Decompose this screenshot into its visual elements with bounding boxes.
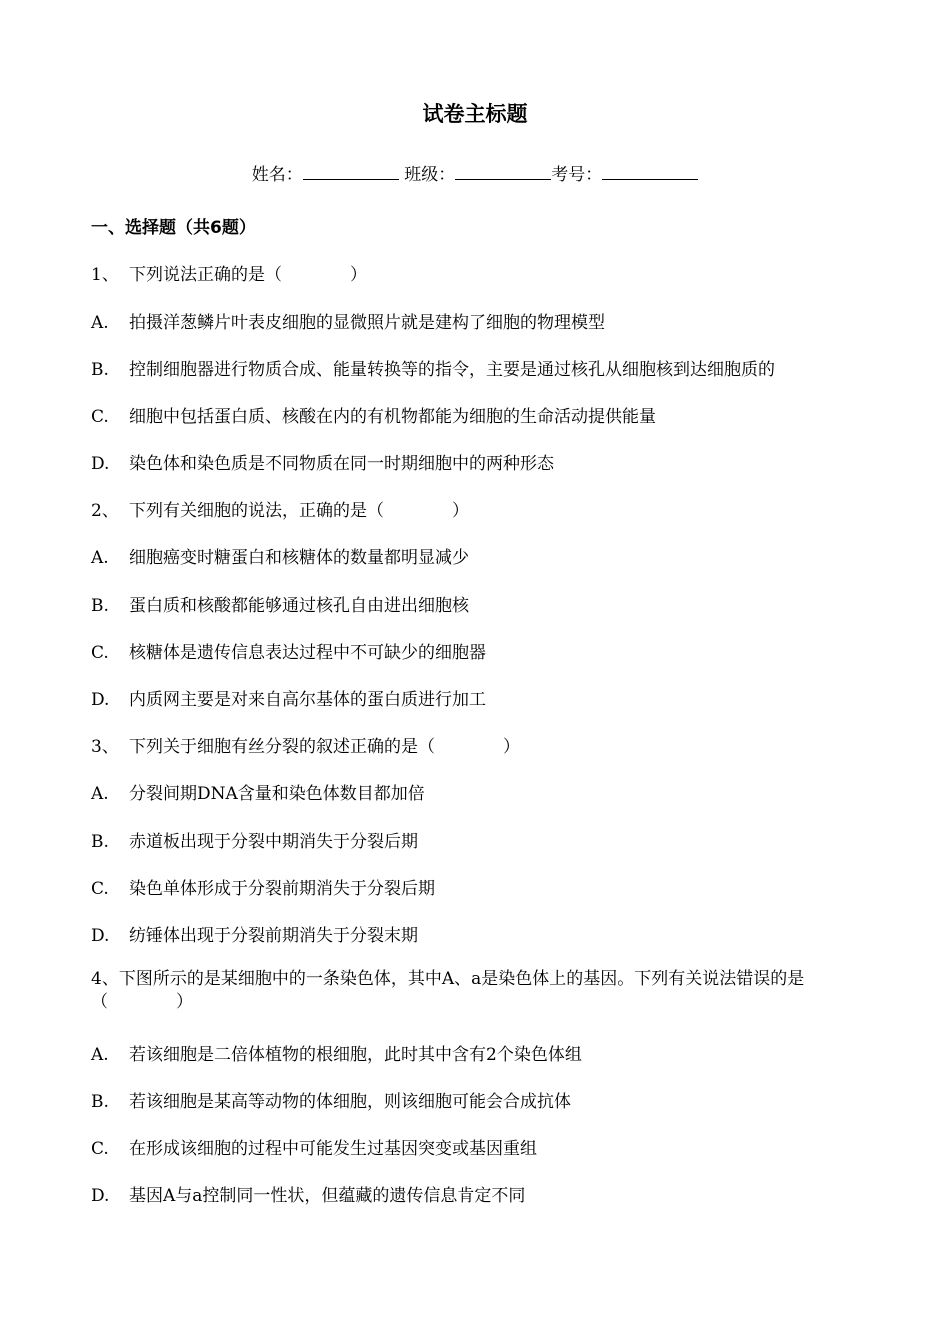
option-row[interactable] — [91, 874, 435, 899]
option-row[interactable] — [91, 921, 418, 946]
name-label: 姓名： — [251, 165, 303, 185]
class-label: 班级： — [404, 165, 456, 185]
option-label: B. — [91, 596, 109, 616]
option-row[interactable] — [91, 449, 554, 474]
option-label: C. — [91, 407, 109, 427]
option-text: 若该细胞是某高等动物的体细胞，则该细胞可能会合成抗体 — [129, 1092, 571, 1112]
name-blank[interactable] — [303, 165, 399, 180]
option-row[interactable] — [91, 779, 425, 804]
option-text: 细胞中包括蛋白质、核酸在内的有机物都能为细胞的生命活动提供能量 — [129, 407, 656, 427]
option-row[interactable] — [91, 591, 469, 616]
option-text: 分裂间期DNA含量和染色体数目都加倍 — [129, 784, 425, 804]
question-text: 下列有关细胞的说法，正确的是（ ） — [129, 501, 469, 521]
option-text: 若该细胞是二倍体植物的根细胞，此时其中含有2个染色体组 — [129, 1045, 582, 1065]
option-text: 拍摄洋葱鳞片叶表皮细胞的显微照片就是建构了细胞的物理模型 — [129, 313, 605, 333]
option-text: 染色单体形成于分裂前期消失于分裂后期 — [129, 879, 435, 899]
option-row[interactable] — [91, 827, 418, 852]
option-text: 内质网主要是对来自高尔基体的蛋白质进行加工 — [129, 690, 486, 710]
class-blank[interactable] — [455, 165, 551, 180]
question-text: 下列关于细胞有丝分裂的叙述正确的是（ ） — [129, 737, 520, 757]
question-text: 下列说法正确的是（ ） — [129, 265, 367, 285]
option-label: C. — [91, 643, 109, 663]
option-text: 核糖体是遗传信息表达过程中不可缺少的细胞器 — [129, 643, 486, 663]
student-info-line — [0, 160, 950, 185]
question-number: 4、 — [91, 969, 119, 989]
option-text: 蛋白质和核酸都能够通过核孔自由进出细胞核 — [129, 596, 469, 616]
option-row[interactable] — [91, 1040, 582, 1065]
option-row[interactable] — [91, 1134, 537, 1159]
option-label: D. — [91, 454, 110, 474]
question-text: 下图所示的是某细胞中的一条染色体，其中A、a是染色体上的基因。下列有关说法错误的是（ ） — [91, 969, 805, 1012]
option-label: D. — [91, 926, 110, 946]
option-text: 在形成该细胞的过程中可能发生过基因突变或基因重组 — [129, 1139, 537, 1159]
question-stem — [91, 260, 367, 285]
option-text: 细胞癌变时糖蛋白和核糖体的数量都明显减少 — [129, 548, 469, 568]
option-row[interactable] — [91, 543, 469, 568]
option-label: C. — [91, 879, 109, 899]
option-label: D. — [91, 1186, 110, 1206]
option-label: B. — [91, 1092, 109, 1112]
option-label: A. — [91, 784, 109, 804]
id-label: 考号： — [551, 165, 603, 185]
option-text: 染色体和染色质是不同物质在同一时期细胞中的两种形态 — [129, 454, 554, 474]
question-number: 1、 — [91, 265, 119, 285]
option-label: D. — [91, 690, 110, 710]
option-label: C. — [91, 1139, 109, 1159]
option-text: 赤道板出现于分裂中期消失于分裂后期 — [129, 832, 418, 852]
option-row[interactable] — [91, 1181, 525, 1206]
option-text: 控制细胞器进行物质合成、能量转换等的指令，主要是通过核孔从细胞核到达细胞质的 — [129, 360, 775, 380]
option-text: 纺锤体出现于分裂前期消失于分裂末期 — [129, 926, 418, 946]
question-number: 2、 — [91, 501, 119, 521]
option-label: A. — [91, 1045, 109, 1065]
question-number: 3、 — [91, 737, 119, 757]
id-blank[interactable] — [602, 165, 698, 180]
option-row[interactable] — [91, 685, 486, 710]
question-stem — [91, 732, 520, 757]
option-row[interactable] — [91, 308, 605, 333]
question-stem — [91, 496, 469, 521]
option-row[interactable] — [91, 638, 486, 663]
option-label: A. — [91, 313, 109, 333]
option-row[interactable] — [91, 355, 775, 380]
option-text: 基因A与a控制同一性状，但蕴藏的遗传信息肯定不同 — [129, 1186, 526, 1206]
question-stem — [91, 968, 861, 1014]
page-title: 试卷主标题 — [422, 102, 528, 126]
option-row[interactable] — [91, 1087, 571, 1112]
option-label: B. — [91, 360, 109, 380]
option-label: A. — [91, 548, 109, 568]
option-row[interactable] — [91, 402, 656, 427]
option-label: B. — [91, 832, 109, 852]
section-heading: 一、选择题（共6题） — [91, 218, 256, 238]
